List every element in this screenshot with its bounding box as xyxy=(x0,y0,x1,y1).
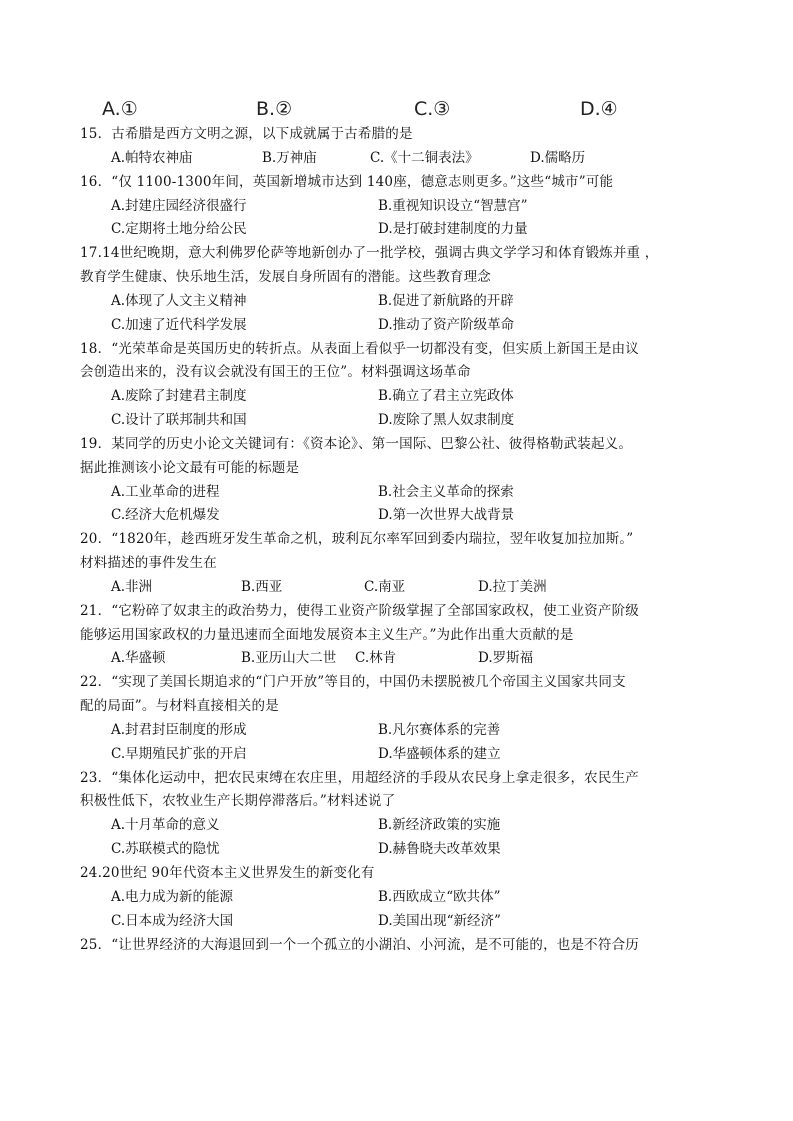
q19-option-b: B.社会主义革命的探索 xyxy=(378,484,514,500)
q20-option-b: B.西亚 xyxy=(241,579,283,595)
question-22-stem-line1: 22．“实现了美国长期追求的“门户开放”等目的，中国仍未摆脱被几个帝国主义国家共同支 xyxy=(80,674,626,690)
q17-option-d: D.推动了资产阶级革命 xyxy=(378,317,515,333)
question-25-stem: 25．“让世界经济的大海退回到一个一个孤立的小湖泊、小河流，是不可能的，也是不符合历 xyxy=(80,937,639,953)
q23-option-a: A.十月革命的意义 xyxy=(111,817,220,833)
q18-option-a: A.废除了封建君主制度 xyxy=(111,388,247,404)
question-17-stem-line2: 教育学生健康、快乐地生活，发展自身所固有的潜能。这些教育理念 xyxy=(80,269,491,285)
question-17-stem-line1: 17.14世纪晚期，意大利佛罗伦萨等地新创办了一批学校，强调古典文学学习和体育锻炼并重 ， xyxy=(80,245,659,261)
q20-option-a: A.非洲 xyxy=(111,579,153,595)
question-21-stem-line2: 能够运用国家政权的力量迅速而全面地发展资本主义生产。”为此作出重大贡献的是 xyxy=(80,627,574,643)
q15-option-c: C.《十二铜表法》 xyxy=(370,150,479,166)
question-19-stem-line2: 据此推测该小论文最有可能的标题是 xyxy=(80,460,300,476)
q24-option-b: B.西欧成立“欧共体” xyxy=(378,889,501,905)
q22-option-d: D.华盛顿体系的建立 xyxy=(378,746,501,762)
q23-option-b: B.新经济政策的实施 xyxy=(378,817,501,833)
question-16-stem: 16．“仅 1100-1300年间，英国新增城市达到 140座，德意志则更多。”这些“城市”可能 xyxy=(80,174,614,190)
q17-option-a: A.体现了人文主义精神 xyxy=(111,293,247,309)
q19-option-a: A.工业革命的进程 xyxy=(111,484,220,500)
q18-option-c: C.设计了联邦制共和国 xyxy=(111,412,247,428)
q21-option-a: A.华盛顿 xyxy=(111,650,166,666)
q22-option-b: B.凡尔赛体系的完善 xyxy=(378,722,501,738)
q21-option-b: B.亚历山大二世 xyxy=(241,650,337,666)
q21-option-d: D.罗斯福 xyxy=(478,650,534,666)
q16-option-a: A.封建庄园经济很盛行 xyxy=(111,198,247,214)
question-24-stem: 24.20世纪 90年代资本主义世界发生的新变化有 xyxy=(80,865,375,881)
question-18-stem-line2: 会创造出来的，没有议会就没有国王的王位”。材料强调这场革命 xyxy=(80,364,471,380)
q24-option-a: A.电力成为新的能源 xyxy=(111,889,234,905)
question-15-stem: 15．古希腊是西方文明之源，以下成就属于古希腊的是 xyxy=(80,126,413,142)
q18-option-d: D.废除了黑人奴隶制度 xyxy=(378,412,515,428)
q16-option-b: B.重视知识设立“智慧宫” xyxy=(378,198,528,214)
top-option-a: A.① xyxy=(102,98,138,120)
q19-option-d: D.第一次世界大战背景 xyxy=(378,507,515,523)
q20-option-d: D.拉丁美洲 xyxy=(478,579,547,595)
question-20-stem-line2: 材料描述的事件发生在 xyxy=(80,555,217,571)
q23-option-d: D.赫鲁晓夫改革效果 xyxy=(378,841,501,857)
question-23-stem-line1: 23．“集体化运动中，把农民束缚在农庄里，用超经济的手段从农民身上拿走很多，农民生产 xyxy=(80,770,639,786)
q18-option-b: B.确立了君主立宪政体 xyxy=(378,388,514,404)
q17-option-b: B.促进了新航路的开辟 xyxy=(378,293,514,309)
top-option-c: C.③ xyxy=(414,98,451,120)
question-22-stem-line2: 配的局面”。与材料直接相关的是 xyxy=(80,698,279,714)
q24-option-d: D.美国出现“新经济” xyxy=(378,913,501,929)
q16-option-c: C.定期将土地分给公民 xyxy=(111,221,247,237)
q21-option-c: C.林肯 xyxy=(355,650,397,666)
top-option-d: D.④ xyxy=(580,98,618,120)
question-19-stem-line1: 19．某同学的历史小论文关键词有：《资本论》、第一国际、巴黎公社、彼得格勒武装起义。 xyxy=(80,436,633,452)
q15-option-a: A.帕特农神庙 xyxy=(111,150,193,166)
q24-option-c: C.日本成为经济大国 xyxy=(111,913,234,929)
q23-option-c: C.苏联模式的隐忧 xyxy=(111,841,220,857)
question-20-stem-line1: 20．“1820年，趁西班牙发生革命之机，玻利瓦尔率军回到委内瑞拉，翌年收复加拉加斯。” xyxy=(80,531,634,547)
top-option-b: B.② xyxy=(256,98,293,120)
q20-option-c: C.南亚 xyxy=(364,579,406,595)
q17-option-c: C.加速了近代科学发展 xyxy=(111,317,247,333)
q19-option-c: C.经济大危机爆发 xyxy=(111,507,220,523)
previous-question-options xyxy=(0,98,793,122)
question-23-stem-line2: 积极性低下，农牧业生产长期停滞落后。”材料述说了 xyxy=(80,793,396,809)
question-21-stem-line1: 21．“它粉碎了奴隶主的政治势力，使得工业资产阶级掌握了全部国家政权，使工业资产阶级 xyxy=(80,603,639,619)
q16-option-d: D.是打破封建制度的力量 xyxy=(378,221,528,237)
question-18-stem-line1: 18．“光荣革命是英国历史的转折点。从表面上看似乎一切都没有变，但实质上新国王是由议 xyxy=(80,341,639,357)
q15-option-d: D.儒略历 xyxy=(530,150,586,166)
q15-option-b: B.万神庙 xyxy=(262,150,317,166)
q22-option-c: C.早期殖民扩张的开启 xyxy=(111,746,247,762)
q22-option-a: A.封君封臣制度的形成 xyxy=(111,722,247,738)
